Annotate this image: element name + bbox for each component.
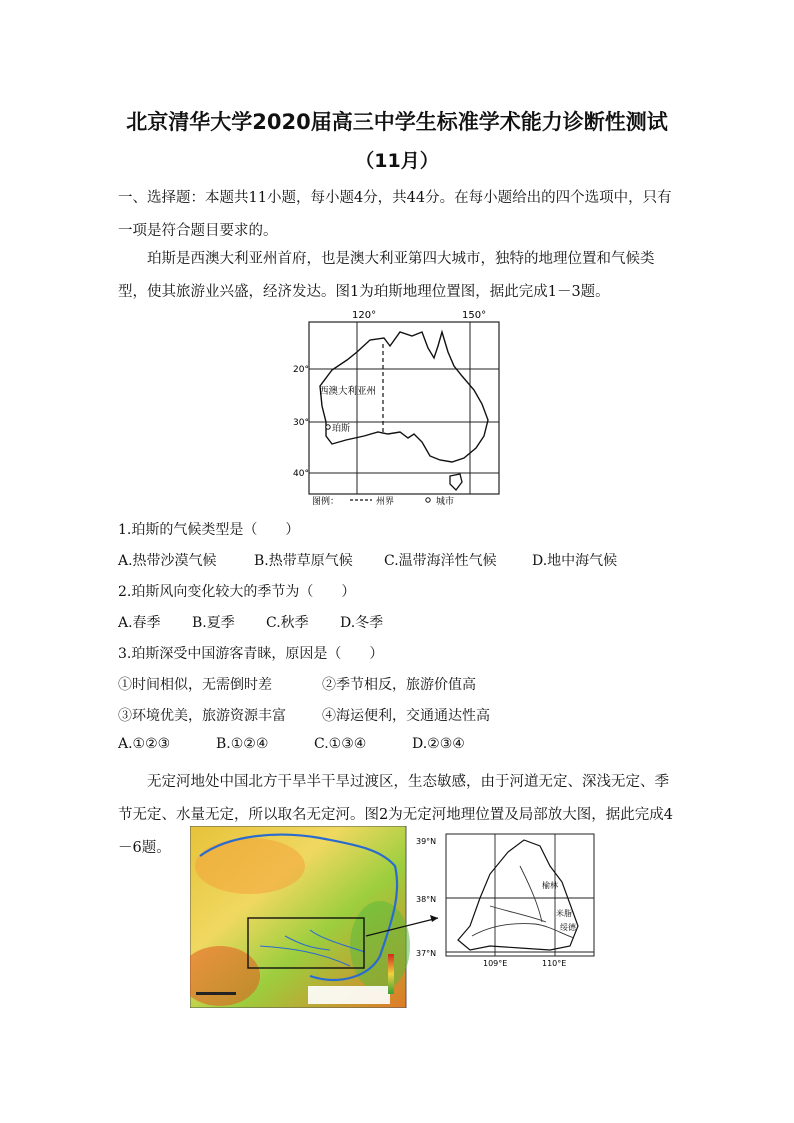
legend-title: 图例： (312, 497, 340, 507)
option-d: D.冬季 (340, 615, 384, 631)
statement-1: ①时间相似，无需倒时差 (118, 677, 272, 693)
lat-label: 30° (293, 418, 309, 428)
option-b: B.热带草原气候 (254, 553, 353, 569)
place-label: 榆林 (542, 881, 558, 890)
option-a: A.春季 (118, 615, 161, 631)
section-instructions: 一、选择题：本题共11小题，每小题4分，共44分。在每小题给出的四个选项中，只有一项是符合题目要求的。 (118, 190, 672, 239)
legend-border-label: 州界 (376, 497, 395, 507)
lat-label: 39°N (416, 837, 437, 846)
australia-outline (320, 332, 488, 462)
question-3-options (118, 736, 465, 752)
question-3-items-row1 (118, 674, 476, 694)
option-c: C.温带海洋性气候 (384, 553, 497, 569)
elevation-scale (388, 954, 394, 994)
option-a: A.①②③ (118, 736, 171, 752)
city-marker (326, 425, 330, 429)
inset-frame (446, 834, 594, 956)
option-b: B.①②④ (216, 736, 269, 752)
lon-label: 120° (352, 310, 377, 321)
map-legend (308, 986, 390, 1004)
passage-wuding-river: 无定河地处中国北方干旱半干旱过渡区，生态敏感，由于河道无定、深浅无定、季节无定、水量无定，所以取名无定河。图2为无定河地理位置及局部放大图，据此完成4－6题。 (118, 774, 673, 856)
option-d: D.②③④ (412, 736, 465, 752)
place-label: 米脂 (556, 909, 572, 918)
scale-bar (196, 992, 236, 995)
lat-label: 38°N (416, 895, 437, 904)
option-a: A.热带沙漠气候 (118, 553, 217, 569)
passage-perth: 珀斯是西澳大利亚州首府，也是澳大利亚第四大城市，独特的地理位置和气候类型，使其旅游业兴盛，经济发达。图1为珀斯地理位置图，据此完成1－3题。 (118, 251, 655, 300)
terrain-highland (195, 838, 305, 894)
figure-1-australia-map (292, 308, 512, 508)
page-title: 北京清华大学2020届高三中学生标准学术能力诊断性测试 (126, 110, 668, 134)
lon-label: 109°E (483, 959, 508, 968)
option-c: C.秋季 (266, 615, 309, 631)
question-1-stem: 1.珀斯的气候类型是（ ） (118, 522, 300, 538)
lon-label: 150° (462, 310, 487, 321)
figure-2-wuding-river-map (190, 826, 602, 1008)
statement-3: ③环境优美，旅游资源丰富 (118, 708, 286, 724)
place-label: 绥德 (560, 923, 576, 932)
lon-label: 110°E (542, 959, 567, 968)
city-label: 珀斯 (332, 424, 351, 434)
question-3-items-row2 (118, 705, 490, 725)
lat-label: 37°N (416, 949, 437, 958)
question-2-options (118, 612, 383, 632)
option-c: C.①③④ (314, 736, 367, 752)
option-d: D.地中海气候 (532, 553, 618, 569)
state-label: 西澳大利亚州 (319, 386, 377, 397)
legend-city-label: 城市 (436, 497, 455, 507)
question-3-stem: 3.珀斯深受中国游客青睐，原因是（ ） (118, 646, 384, 662)
question-1-options (118, 550, 617, 570)
legend-city-symbol (426, 498, 430, 502)
statement-4: ④海运便利，交通通达性高 (322, 708, 490, 724)
terrain-lowland (350, 901, 410, 991)
page-subtitle: （11月） (355, 150, 439, 172)
tasmania-outline (450, 474, 462, 490)
question-2-stem: 2.珀斯风向变化较大的季节为（ ） (118, 584, 356, 600)
lat-label: 20° (293, 365, 309, 375)
lat-label: 40° (293, 469, 309, 479)
arrow-head (430, 915, 438, 922)
option-b: B.夏季 (192, 615, 235, 631)
statement-2: ②季节相反，旅游价值高 (322, 677, 476, 693)
